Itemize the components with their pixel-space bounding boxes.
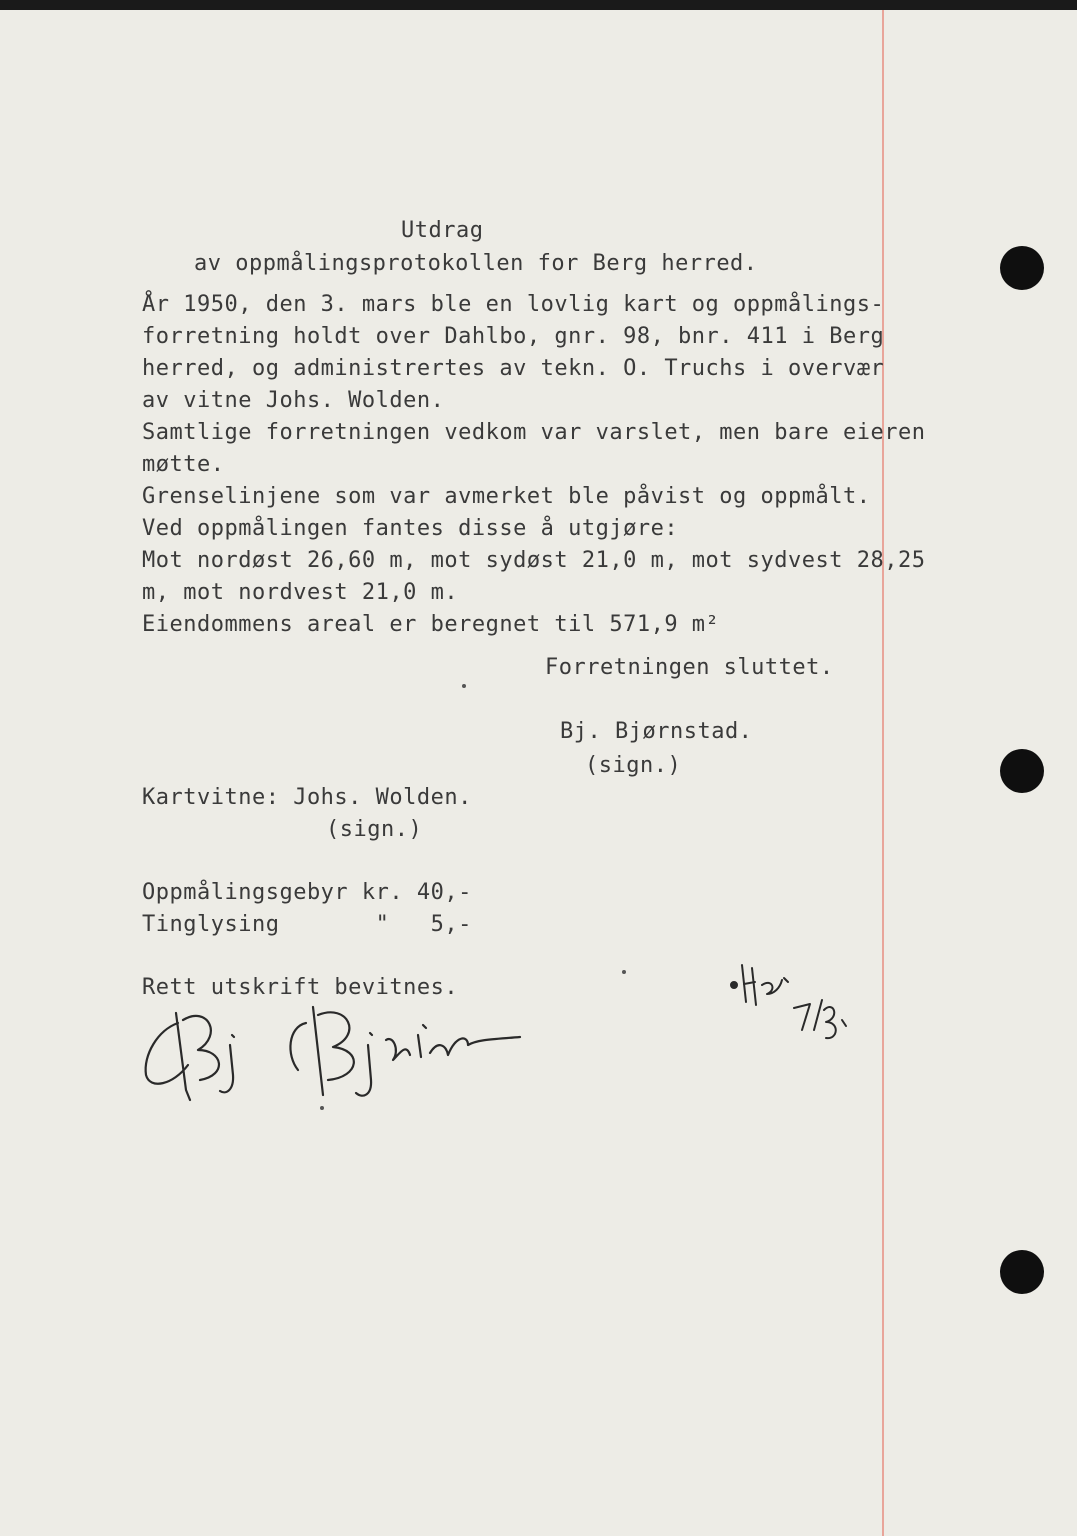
- fee-line-registration: Tinglysing " 5,-: [142, 912, 472, 937]
- paragraph-line: Samtlige forretningen vedkom var varslet, men bare eieren: [142, 420, 926, 445]
- certification-line: Rett utskrift bevitnes.: [142, 975, 459, 1000]
- witness-sign-note: (sign.): [326, 817, 423, 842]
- paragraph-line: År 1950, den 3. mars ble en lovlig kart og oppmålings-: [142, 292, 885, 317]
- closing-statement: Forretningen sluttet.: [545, 655, 834, 680]
- paragraph-line: Grenselinjene som var avmerket ble påvist og oppmålt.: [142, 484, 871, 509]
- document-title: Utdrag: [401, 218, 484, 243]
- fee-line-survey: Oppmålingsgebyr kr. 40,-: [142, 880, 472, 905]
- paper-speck: [462, 684, 466, 688]
- paragraph-line: Eiendommens areal er beregnet til 571,9 m²: [142, 612, 720, 637]
- paragraph-line: m, mot nordvest 21,0 m.: [142, 580, 459, 605]
- paragraph-line: av vitne Johs. Wolden.: [142, 388, 445, 413]
- paper-speck: [320, 1106, 324, 1110]
- witness-line: Kartvitne: Johs. Wolden.: [142, 785, 472, 810]
- handwritten-initials: [722, 960, 852, 1050]
- signer-name: Bj. Bjørnstad.: [560, 719, 753, 744]
- punch-hole-bottom: [1000, 1250, 1044, 1294]
- handwritten-signature: [138, 995, 528, 1110]
- scan-top-edge: [0, 0, 1077, 10]
- paragraph-line: Mot nordøst 26,60 m, mot sydøst 21,0 m, mot sydvest 28,25: [142, 548, 926, 573]
- document-subtitle: av oppmålingsprotokollen for Berg herred.: [194, 251, 758, 276]
- punch-hole-top: [1000, 246, 1044, 290]
- paper-speck: [622, 970, 626, 974]
- signer-sign-note: (sign.): [585, 753, 682, 778]
- paragraph-line: Ved oppmålingen fantes disse å utgjøre:: [142, 516, 679, 541]
- paragraph-line: møtte.: [142, 452, 225, 477]
- paragraph-line: herred, og administrertes av tekn. O. Truchs i overvær: [142, 356, 885, 381]
- paragraph-line: forretning holdt over Dahlbo, gnr. 98, bnr. 411 i Berg: [142, 324, 885, 349]
- margin-line: [882, 10, 884, 1536]
- punch-hole-middle: [1000, 749, 1044, 793]
